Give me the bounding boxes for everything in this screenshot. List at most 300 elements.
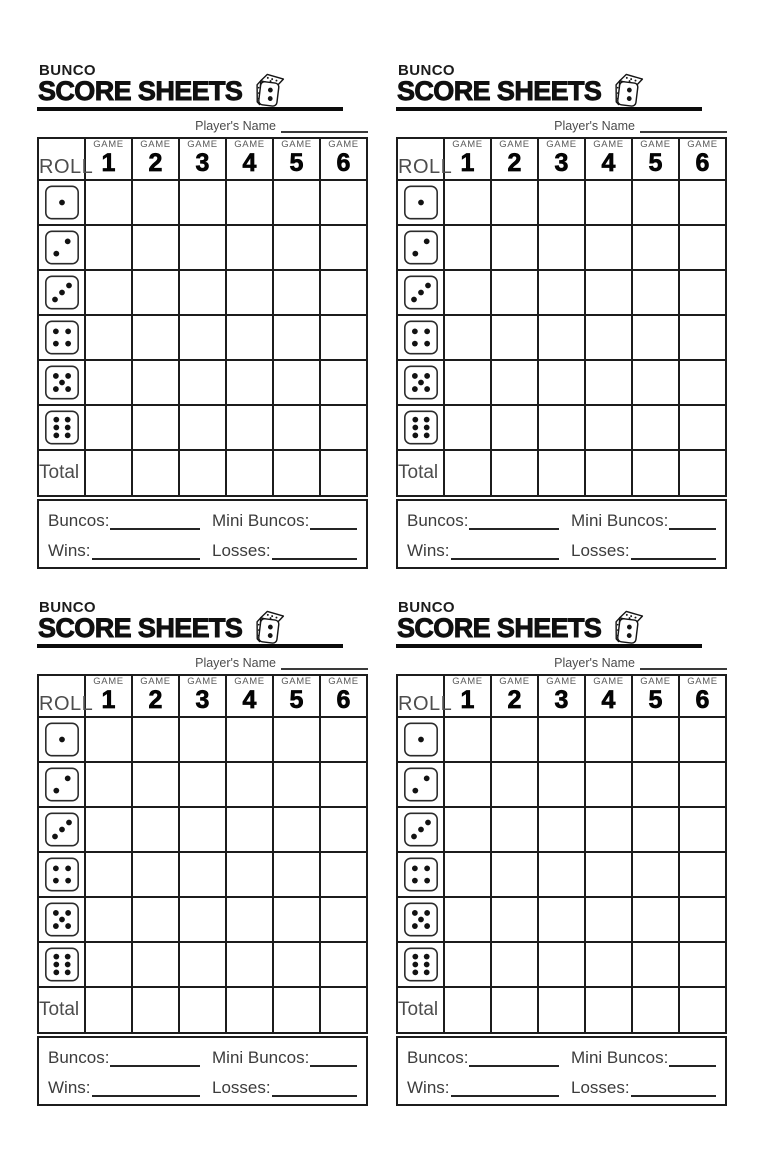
game-3-header	[538, 675, 585, 717]
wins-blank-line	[451, 1080, 560, 1097]
score-cell-die3-game1	[85, 270, 132, 315]
score-cell-die5-game4	[585, 360, 632, 405]
tilted-die-icon	[247, 608, 288, 649]
score-cell-die6-game4	[585, 942, 632, 987]
header-row	[38, 675, 367, 717]
player-name-blank-line	[281, 118, 368, 133]
buncos-label: Buncos:	[48, 1047, 110, 1067]
score-cell-die1-game1	[444, 180, 491, 225]
score-cell-die4-game2	[132, 852, 179, 897]
score-cell-die6-game6	[320, 942, 367, 987]
total-row	[397, 450, 726, 496]
score-cell-die5-game4	[585, 897, 632, 942]
die-cell	[38, 315, 85, 360]
score-cell-die4-game2	[491, 852, 538, 897]
game-word: GAME	[234, 138, 265, 150]
game-number: 2	[507, 148, 522, 177]
score-cell-die1-game2	[132, 180, 179, 225]
wins-field	[407, 541, 559, 560]
buncos-label: Buncos:	[48, 510, 110, 530]
score-row-die-2	[38, 225, 367, 270]
die-cell	[397, 360, 444, 405]
score-cell-die4-game2	[132, 315, 179, 360]
sheet-header	[37, 63, 368, 111]
total-cell-game1	[444, 987, 491, 1033]
score-row-die-1	[38, 717, 367, 762]
score-cell-die4-game5	[632, 852, 679, 897]
game-word: GAME	[640, 138, 671, 150]
score-cell-die3-game2	[132, 270, 179, 315]
summary-row-2	[407, 538, 716, 560]
score-cell-die5-game4	[226, 897, 273, 942]
score-cell-die4-game4	[585, 315, 632, 360]
brand-text: BUNCO	[39, 599, 96, 616]
score-cell-die1-game6	[679, 717, 726, 762]
score-row-die-5	[397, 360, 726, 405]
game-word: GAME	[328, 675, 359, 687]
score-cell-die2-game2	[491, 225, 538, 270]
summary-box	[396, 1036, 727, 1106]
die-cell	[38, 405, 85, 450]
score-cell-die2-game6	[679, 762, 726, 807]
score-row-die-4	[38, 315, 367, 360]
wins-blank-line	[92, 543, 201, 560]
bunco-score-sheet	[37, 63, 368, 569]
roll-header: ROLL	[38, 675, 85, 717]
game-number: 6	[695, 148, 710, 177]
mini-buncos-label: Mini Buncos:	[212, 1047, 310, 1067]
summary-row-1	[48, 508, 357, 530]
total-cell-game4	[585, 987, 632, 1033]
die-cell	[38, 807, 85, 852]
losses-blank-line	[272, 543, 357, 560]
total-cell-game5	[632, 450, 679, 496]
mini-buncos-blank-line	[669, 513, 716, 530]
die-2-icon	[44, 230, 80, 265]
total-cell-game5	[273, 987, 320, 1033]
total-cell-game2	[132, 450, 179, 496]
losses-label: Losses:	[212, 1077, 271, 1097]
game-5-header	[273, 138, 320, 180]
roll-header: ROLL	[38, 138, 85, 180]
score-cell-die6-game4	[226, 405, 273, 450]
score-cell-die2-game3	[179, 225, 226, 270]
score-cell-die2-game1	[85, 225, 132, 270]
die-cell	[38, 180, 85, 225]
score-cell-die1-game3	[538, 717, 585, 762]
score-cell-die2-game4	[226, 225, 273, 270]
die-cell	[397, 807, 444, 852]
score-cell-die6-game1	[85, 405, 132, 450]
bunco-score-sheet	[396, 63, 727, 569]
roll-header: ROLL	[397, 138, 444, 180]
score-cell-die1-game4	[585, 717, 632, 762]
score-row-die-5	[38, 360, 367, 405]
total-cell-game5	[632, 987, 679, 1033]
die-3-icon	[403, 812, 439, 847]
player-name-blank-line	[640, 118, 727, 133]
summary-box	[396, 499, 727, 569]
score-cell-die2-game6	[679, 225, 726, 270]
score-row-die-1	[397, 180, 726, 225]
losses-field	[571, 1078, 716, 1097]
game-2-header	[132, 675, 179, 717]
score-cell-die6-game6	[320, 405, 367, 450]
game-word: GAME	[93, 675, 124, 687]
score-rows	[397, 717, 726, 1033]
game-number: 6	[336, 148, 351, 177]
wins-label: Wins:	[407, 1077, 450, 1097]
total-row	[397, 987, 726, 1033]
die-2-icon	[403, 767, 439, 802]
score-cell-die5-game1	[444, 897, 491, 942]
losses-label: Losses:	[571, 540, 630, 560]
score-cell-die6-game1	[85, 942, 132, 987]
score-cell-die6-game6	[679, 942, 726, 987]
score-cell-die4-game6	[320, 315, 367, 360]
title-underline	[37, 107, 343, 111]
total-label: Total	[397, 987, 444, 1033]
buncos-blank-line	[110, 1050, 200, 1067]
total-cell-game3	[179, 450, 226, 496]
score-cell-die6-game2	[132, 942, 179, 987]
score-cell-die3-game3	[538, 807, 585, 852]
losses-blank-line	[631, 543, 716, 560]
roll-header: ROLL	[397, 675, 444, 717]
score-cell-die4-game3	[538, 315, 585, 360]
score-cell-die1-game6	[679, 180, 726, 225]
score-cell-die5-game1	[85, 897, 132, 942]
total-cell-game6	[679, 987, 726, 1033]
score-cell-die3-game5	[632, 807, 679, 852]
tilted-die-icon	[606, 608, 647, 649]
summary-row-1	[407, 1045, 716, 1067]
total-cell-game2	[491, 450, 538, 496]
score-cell-die5-game5	[632, 360, 679, 405]
game-number: 6	[695, 685, 710, 714]
total-label: Total	[38, 450, 85, 496]
score-cell-die6-game1	[444, 405, 491, 450]
game-number: 3	[195, 685, 210, 714]
losses-blank-line	[272, 1080, 357, 1097]
score-cell-die3-game4	[226, 807, 273, 852]
score-cell-die4-game3	[179, 852, 226, 897]
game-3-header	[538, 138, 585, 180]
sheet-header	[396, 63, 727, 111]
die-4-icon	[403, 320, 439, 355]
score-cell-die2-game1	[85, 762, 132, 807]
score-cell-die2-game6	[320, 762, 367, 807]
wins-label: Wins:	[48, 1077, 91, 1097]
game-word: GAME	[281, 138, 312, 150]
game-number: 2	[148, 685, 163, 714]
total-cell-game1	[85, 987, 132, 1033]
total-row	[38, 987, 367, 1033]
game-3-header	[179, 138, 226, 180]
die-4-icon	[44, 857, 80, 892]
game-number: 5	[648, 148, 663, 177]
score-cell-die5-game6	[679, 360, 726, 405]
score-cell-die3-game1	[85, 807, 132, 852]
score-row-die-5	[397, 897, 726, 942]
score-cell-die1-game6	[320, 180, 367, 225]
score-rows	[38, 180, 367, 496]
die-cell	[397, 405, 444, 450]
buncos-field	[48, 511, 200, 530]
score-cell-die6-game5	[632, 405, 679, 450]
total-cell-game4	[226, 450, 273, 496]
die-cell	[397, 270, 444, 315]
title-row	[396, 615, 727, 642]
game-number: 5	[289, 148, 304, 177]
score-table	[396, 137, 727, 497]
sheet-title: SCORE SHEETS	[397, 76, 602, 106]
score-cell-die3-game6	[320, 270, 367, 315]
game-number: 3	[195, 148, 210, 177]
bunco-score-sheet	[396, 600, 727, 1106]
score-cell-die1-game5	[632, 180, 679, 225]
losses-label: Losses:	[571, 1077, 630, 1097]
die-3-icon	[44, 275, 80, 310]
score-cell-die1-game2	[491, 717, 538, 762]
die-6-icon	[44, 410, 80, 445]
game-2-header	[132, 138, 179, 180]
mini-buncos-label: Mini Buncos:	[212, 510, 310, 530]
game-number: 4	[601, 685, 616, 714]
game-word: GAME	[640, 675, 671, 687]
summary-box	[37, 499, 368, 569]
score-row-die-1	[397, 717, 726, 762]
die-cell	[397, 225, 444, 270]
player-name-label: Player's Name	[554, 118, 635, 133]
game-number: 1	[460, 685, 475, 714]
score-cell-die1-game3	[538, 180, 585, 225]
die-cell	[38, 762, 85, 807]
score-cell-die4-game1	[444, 315, 491, 360]
score-cell-die2-game5	[273, 762, 320, 807]
player-name-blank-line	[640, 655, 727, 670]
score-cell-die6-game5	[632, 942, 679, 987]
score-cell-die4-game3	[179, 315, 226, 360]
total-cell-game1	[444, 450, 491, 496]
score-cell-die6-game6	[679, 405, 726, 450]
game-word: GAME	[328, 138, 359, 150]
score-cell-die3-game2	[491, 807, 538, 852]
score-cell-die5-game4	[226, 360, 273, 405]
game-number: 3	[554, 685, 569, 714]
player-name-label: Player's Name	[195, 655, 276, 670]
mini-buncos-field	[212, 1048, 357, 1067]
player-name-row	[396, 118, 727, 133]
score-cell-die1-game2	[491, 180, 538, 225]
score-cell-die6-game1	[444, 942, 491, 987]
total-cell-game2	[132, 987, 179, 1033]
die-1-icon	[44, 185, 80, 220]
player-name-blank-line	[281, 655, 368, 670]
buncos-label: Buncos:	[407, 510, 469, 530]
player-name-row	[37, 655, 368, 670]
buncos-field	[407, 1048, 559, 1067]
game-word: GAME	[187, 675, 218, 687]
sheet-title: SCORE SHEETS	[38, 76, 243, 106]
die-2-icon	[403, 230, 439, 265]
die-cell	[38, 270, 85, 315]
score-row-die-1	[38, 180, 367, 225]
total-cell-game2	[491, 987, 538, 1033]
score-cell-die3-game6	[320, 807, 367, 852]
summary-row-1	[48, 1045, 357, 1067]
game-2-header	[491, 675, 538, 717]
score-cell-die2-game5	[273, 225, 320, 270]
game-5-header	[273, 675, 320, 717]
score-row-die-2	[397, 762, 726, 807]
score-cell-die6-game2	[132, 405, 179, 450]
game-2-header	[491, 138, 538, 180]
score-cell-die1-game5	[273, 180, 320, 225]
score-cell-die6-game5	[273, 405, 320, 450]
game-word: GAME	[93, 138, 124, 150]
total-cell-game5	[273, 450, 320, 496]
game-6-header	[320, 138, 367, 180]
die-3-icon	[44, 812, 80, 847]
score-cell-die1-game5	[273, 717, 320, 762]
score-table	[37, 674, 368, 1034]
score-cell-die2-game3	[538, 225, 585, 270]
game-word: GAME	[546, 675, 577, 687]
buncos-blank-line	[469, 513, 559, 530]
game-word: GAME	[499, 675, 530, 687]
score-table	[37, 137, 368, 497]
game-number: 4	[242, 685, 257, 714]
total-label: Total	[38, 987, 85, 1033]
die-5-icon	[44, 365, 80, 400]
score-cell-die5-game1	[444, 360, 491, 405]
score-cell-die2-game4	[585, 762, 632, 807]
score-cell-die5-game3	[179, 897, 226, 942]
die-1-icon	[403, 185, 439, 220]
score-cell-die4-game6	[679, 852, 726, 897]
game-5-header	[632, 675, 679, 717]
total-label: Total	[397, 450, 444, 496]
score-cell-die4-game4	[226, 852, 273, 897]
bunco-score-sheet	[37, 600, 368, 1106]
mini-buncos-field	[212, 511, 357, 530]
score-cell-die4-game6	[320, 852, 367, 897]
score-cell-die1-game4	[226, 180, 273, 225]
score-row-die-6	[397, 942, 726, 987]
score-cell-die4-game4	[585, 852, 632, 897]
die-cell	[38, 360, 85, 405]
die-1-icon	[403, 722, 439, 757]
mini-buncos-label: Mini Buncos:	[571, 1047, 669, 1067]
score-cell-die4-game2	[491, 315, 538, 360]
buncos-field	[48, 1048, 200, 1067]
score-row-die-3	[397, 807, 726, 852]
game-word: GAME	[140, 675, 171, 687]
game-5-header	[632, 138, 679, 180]
score-cell-die4-game5	[632, 315, 679, 360]
score-cell-die2-game1	[444, 225, 491, 270]
score-cell-die1-game1	[85, 717, 132, 762]
game-4-header	[585, 138, 632, 180]
total-cell-game6	[320, 987, 367, 1033]
game-number: 5	[289, 685, 304, 714]
losses-label: Losses:	[212, 540, 271, 560]
die-1-icon	[44, 722, 80, 757]
title-underline	[37, 644, 343, 648]
brand-text: BUNCO	[398, 62, 455, 79]
die-4-icon	[44, 320, 80, 355]
total-cell-game3	[538, 450, 585, 496]
losses-field	[212, 541, 357, 560]
die-cell	[397, 852, 444, 897]
game-word: GAME	[234, 675, 265, 687]
score-cell-die6-game3	[179, 405, 226, 450]
score-cell-die5-game3	[538, 360, 585, 405]
score-cell-die1-game6	[320, 717, 367, 762]
score-cell-die5-game6	[320, 360, 367, 405]
title-underline	[396, 644, 702, 648]
game-word: GAME	[281, 675, 312, 687]
die-6-icon	[44, 947, 80, 982]
score-rows	[397, 180, 726, 496]
score-row-die-4	[38, 852, 367, 897]
score-cell-die4-game6	[679, 315, 726, 360]
buncos-blank-line	[110, 513, 200, 530]
game-word: GAME	[499, 138, 530, 150]
title-row	[37, 615, 368, 642]
score-cell-die2-game2	[132, 225, 179, 270]
score-row-die-2	[397, 225, 726, 270]
game-word: GAME	[140, 138, 171, 150]
score-cell-die3-game5	[273, 807, 320, 852]
mini-buncos-field	[571, 1048, 716, 1067]
score-cell-die3-game4	[585, 807, 632, 852]
game-number: 4	[601, 148, 616, 177]
score-cell-die4-game1	[85, 852, 132, 897]
mini-buncos-blank-line	[669, 1050, 716, 1067]
game-number: 5	[648, 685, 663, 714]
score-cell-die2-game3	[179, 762, 226, 807]
score-cell-die5-game5	[273, 360, 320, 405]
score-cell-die2-game2	[132, 762, 179, 807]
game-number: 4	[242, 148, 257, 177]
player-name-row	[37, 118, 368, 133]
score-cell-die2-game1	[444, 762, 491, 807]
die-5-icon	[44, 902, 80, 937]
score-cell-die2-game4	[226, 762, 273, 807]
game-6-header	[679, 138, 726, 180]
score-row-die-3	[397, 270, 726, 315]
die-cell	[397, 942, 444, 987]
total-cell-game6	[679, 450, 726, 496]
score-row-die-4	[397, 315, 726, 360]
total-cell-game1	[85, 450, 132, 496]
total-cell-game4	[226, 987, 273, 1033]
game-word: GAME	[593, 138, 624, 150]
game-word: GAME	[593, 675, 624, 687]
score-table	[396, 674, 727, 1034]
score-cell-die6-game2	[491, 405, 538, 450]
game-number: 2	[148, 148, 163, 177]
title-underline	[396, 107, 702, 111]
buncos-label: Buncos:	[407, 1047, 469, 1067]
score-cell-die3-game2	[132, 807, 179, 852]
score-cell-die5-game2	[132, 897, 179, 942]
score-cell-die3-game2	[491, 270, 538, 315]
score-cell-die1-game4	[585, 180, 632, 225]
game-word: GAME	[452, 138, 483, 150]
